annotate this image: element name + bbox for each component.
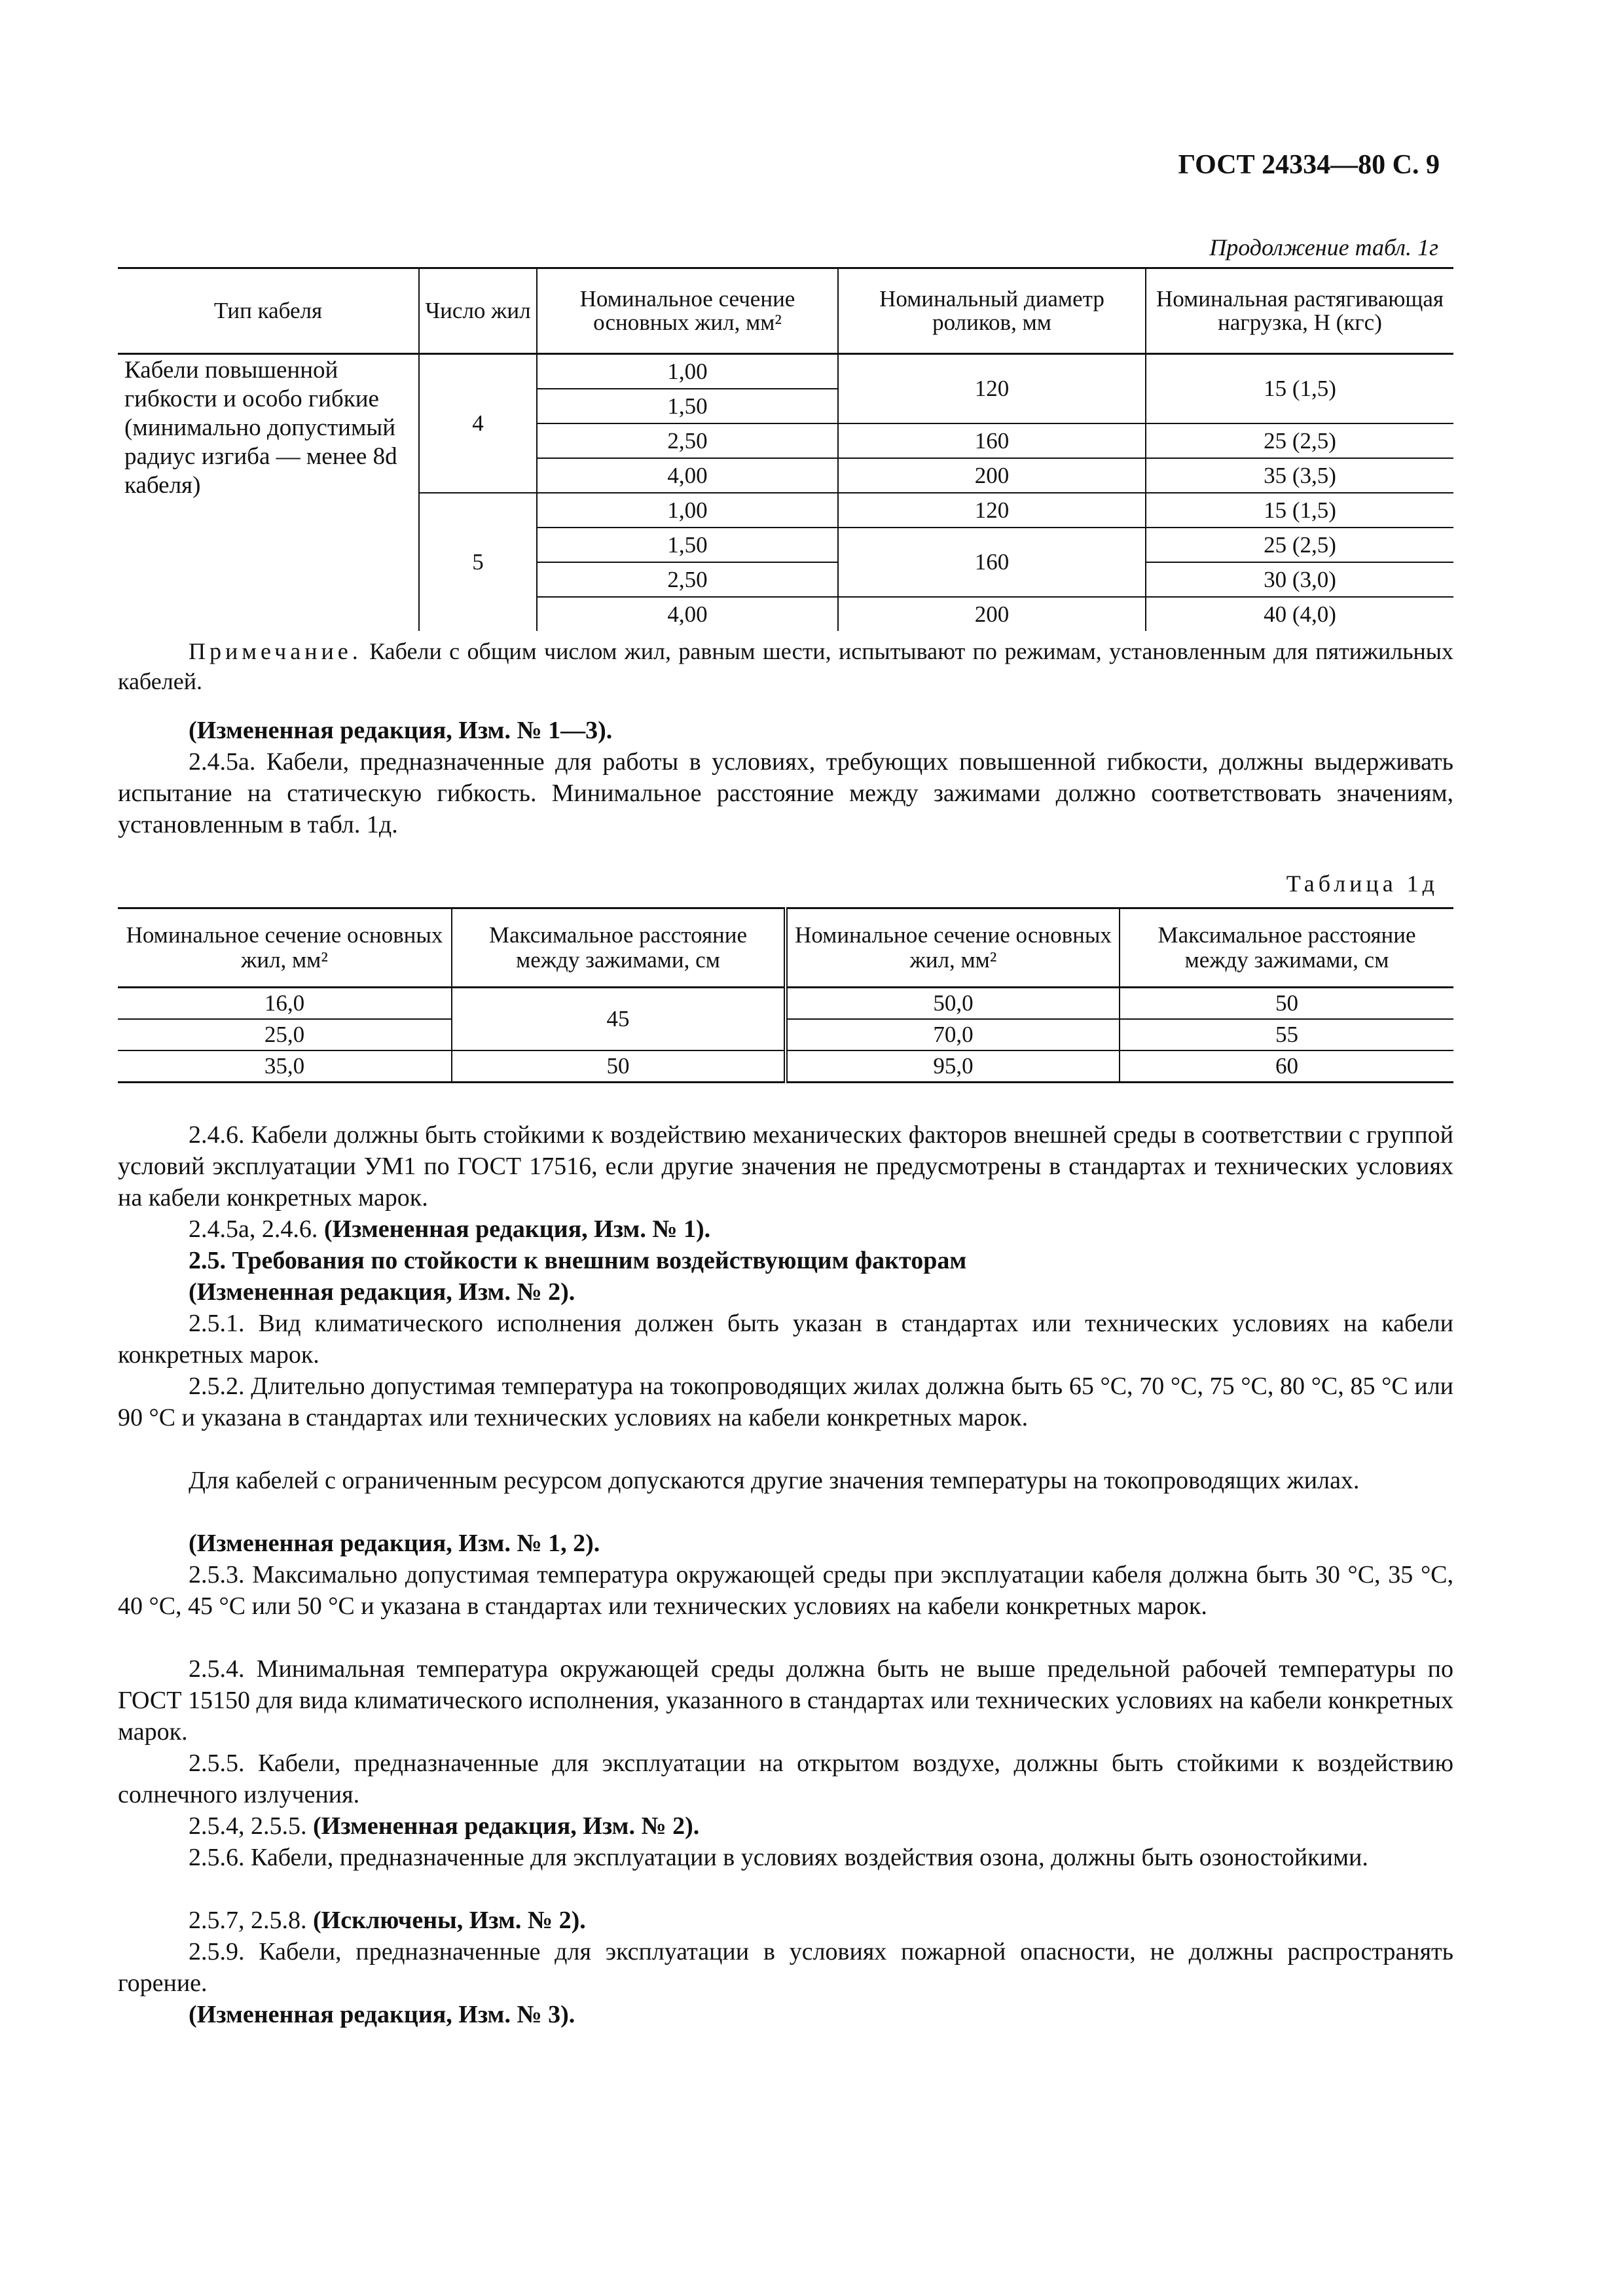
diameter-cell: 200 <box>838 597 1146 631</box>
note-text: Кабели с общим числом жил, равным шести, испытывают по режимам, установленным для пятижильных кабелей. <box>118 638 1453 694</box>
section-cell: 70,0 <box>786 1019 1120 1050</box>
distance-cell: 50 <box>452 1050 786 1083</box>
table-caption: Таблица 1д <box>1286 870 1438 897</box>
paragraph-2-4-5a: 2.4.5а. Кабели, предназначенные для работы в условиях, требующих повышенной гибкости, должны выдерживать испытание на статическую гибкость. Минимальное расстояние между зажимами должно соответствовать значениям, установленным в табл. 1д. <box>118 748 1453 838</box>
paragraph-2-5-5: 2.5.5. Кабели, предназначенные для эксплуатации на открытом воздухе, должны быть стойкими к воздействию солнечного излучения. <box>118 1749 1453 1808</box>
section-cell: 1,50 <box>537 528 838 562</box>
page-header: ГОСТ 24334—80 С. 9 <box>1178 150 1440 180</box>
ref-text: 2.5.7, 2.5.8. <box>189 1907 313 1934</box>
diameter-cell: 160 <box>838 528 1146 597</box>
section-cell: 25,0 <box>118 1019 452 1050</box>
table-1g <box>118 267 1453 631</box>
amendment-note <box>118 1905 1453 1936</box>
table-row <box>118 354 1453 389</box>
diameter-cell: 120 <box>838 354 1146 424</box>
paragraph-2-4-6: 2.4.6. Кабели должны быть стойкими к воздействию механических факторов внешней среды в соответствии с группой условий эксплуатации УМ1 по ГОСТ 17516, если другие значения не предусмотрены в стандартах и технических условиях на кабели конкретных марок. <box>118 1121 1453 1211</box>
amendment-note: (Измененная редакция, Изм. № 1, 2). <box>189 1530 600 1557</box>
distance-cell: 50 <box>1120 988 1453 1020</box>
load-cell: 25 (2,5) <box>1146 423 1453 458</box>
paragraph-2-5-2: 2.5.2. Длительно допустимая температура на токопроводящих жилах должна быть 65 °С, 70 °С, 75 °С, 80 °С, 85 °С или 90 °С и указана в стандартах или технических условиях на кабели конкретных марок. <box>118 1372 1453 1431</box>
section-cell: 1,50 <box>537 389 838 423</box>
col-header: Максимальное расстояние между зажимами, см <box>1120 908 1453 988</box>
load-cell: 25 (2,5) <box>1146 528 1453 562</box>
amendment-note: (Измененная редакция, Изм. № 2). <box>189 1278 575 1306</box>
paragraph-2-5-3: 2.5.3. Максимально допустимая температура окружающей среды при эксплуатации кабеля должна быть 30 °С, 35 °С, 40 °С, 45 °С или 50 °С и указана в стандартах или технических условиях на кабели конкретных марок. <box>118 1561 1453 1620</box>
diameter-cell: 160 <box>838 423 1146 458</box>
load-cell: 35 (3,5) <box>1146 458 1453 493</box>
load-cell: 15 (1,5) <box>1146 354 1453 424</box>
amendment-note: (Измененная редакция, Изм. № 1—3). <box>189 717 613 744</box>
col-header: Номинальная растягивающая нагрузка, Н (кгс) <box>1146 268 1453 354</box>
ref-text: 2.4.5а, 2.4.6. <box>189 1215 324 1243</box>
diameter-cell: 120 <box>838 493 1146 528</box>
cable-type-cell: Кабели повышенной гибкости и особо гибкие (минимально допустимый радиус изгиба — менее 8d кабеля) <box>124 357 397 499</box>
amendment-note <box>118 1810 1453 1842</box>
paragraph-2-5-6: 2.5.6. Кабели, предназначенные для эксплуатации в условиях воздействия озона, должны быть озоностойкими. <box>189 1844 1368 1871</box>
table-1d <box>118 907 1453 1083</box>
col-header: Номинальное сечение основных жил, мм² <box>786 908 1120 988</box>
table-row <box>118 988 1453 1020</box>
table-row <box>118 1019 1453 1050</box>
paragraph-2-5-1: 2.5.1. Вид климатического исполнения должен быть указан в стандартах или технических условиях на кабели конкретных марок. <box>118 1310 1453 1369</box>
paragraph-2-5-4: 2.5.4. Минимальная температура окружающей среды должна быть не выше предельной рабочей температуры по ГОСТ 15150 для вида климатического исполнения, указанного в стандартах или технических условиях на кабели конкретных марок. <box>118 1655 1453 1746</box>
section-cell: 1,00 <box>537 354 838 389</box>
diameter-cell: 200 <box>838 458 1146 493</box>
ref-text: 2.5.4, 2.5.5. <box>189 1812 313 1840</box>
table-row <box>118 1050 1453 1083</box>
section-heading-2-5: 2.5. Требования по стойкости к внешним воздействующим факторам <box>189 1247 967 1274</box>
section-cell: 35,0 <box>118 1050 452 1083</box>
section-cell: 4,00 <box>537 597 838 631</box>
section-cell: 95,0 <box>786 1050 1120 1083</box>
col-header: Число жил <box>419 268 537 354</box>
col-header: Максимальное расстояние между зажимами, см <box>452 908 786 988</box>
cores-cell: 5 <box>419 493 537 631</box>
section-cell: 50,0 <box>786 988 1120 1020</box>
section-cell: 4,00 <box>537 458 838 493</box>
note-label: Примечание. <box>189 638 362 664</box>
ref-bold-text: (Измененная редакция, Изм. № 2). <box>313 1812 700 1840</box>
amendment-note <box>118 1213 1453 1245</box>
table-continuation-label: Продолжение табл. 1г <box>1209 234 1438 260</box>
section-cell: 16,0 <box>118 988 452 1020</box>
distance-cell: 55 <box>1120 1019 1453 1050</box>
col-header: Номинальный диаметр роликов, мм <box>838 268 1146 354</box>
load-cell: 15 (1,5) <box>1146 493 1453 528</box>
amendment-note: (Измененная редакция, Изм. № 3). <box>189 2001 575 2028</box>
ref-bold-text: (Исключены, Изм. № 2). <box>313 1907 586 1934</box>
section-cell: 1,00 <box>537 493 838 528</box>
paragraph-2-5-2-b: Для кабелей с ограниченным ресурсом допускаются другие значения температуры на токопроводящих жилах. <box>189 1467 1360 1494</box>
section-cell: 2,50 <box>537 562 838 597</box>
table-header-row <box>118 908 1453 988</box>
load-cell: 30 (3,0) <box>1146 562 1453 597</box>
table-header-row <box>118 268 1453 354</box>
table-note <box>118 636 1453 696</box>
col-header: Номинальное сечение основных жил, мм² <box>537 268 838 354</box>
section-cell: 2,50 <box>537 423 838 458</box>
load-cell: 40 (4,0) <box>1146 597 1453 631</box>
paragraph-2-5-9: 2.5.9. Кабели, предназначенные для эксплуатации в условиях пожарной опасности, не должны распространять горение. <box>118 1938 1453 1997</box>
col-header: Номинальное сечение основных жил, мм² <box>118 908 452 988</box>
ref-bold-text: (Измененная редакция, Изм. № 1). <box>323 1215 711 1243</box>
distance-cell: 60 <box>1120 1050 1453 1083</box>
col-header: Тип кабеля <box>118 268 419 354</box>
cores-cell: 4 <box>419 354 537 493</box>
distance-cell: 45 <box>452 988 786 1051</box>
